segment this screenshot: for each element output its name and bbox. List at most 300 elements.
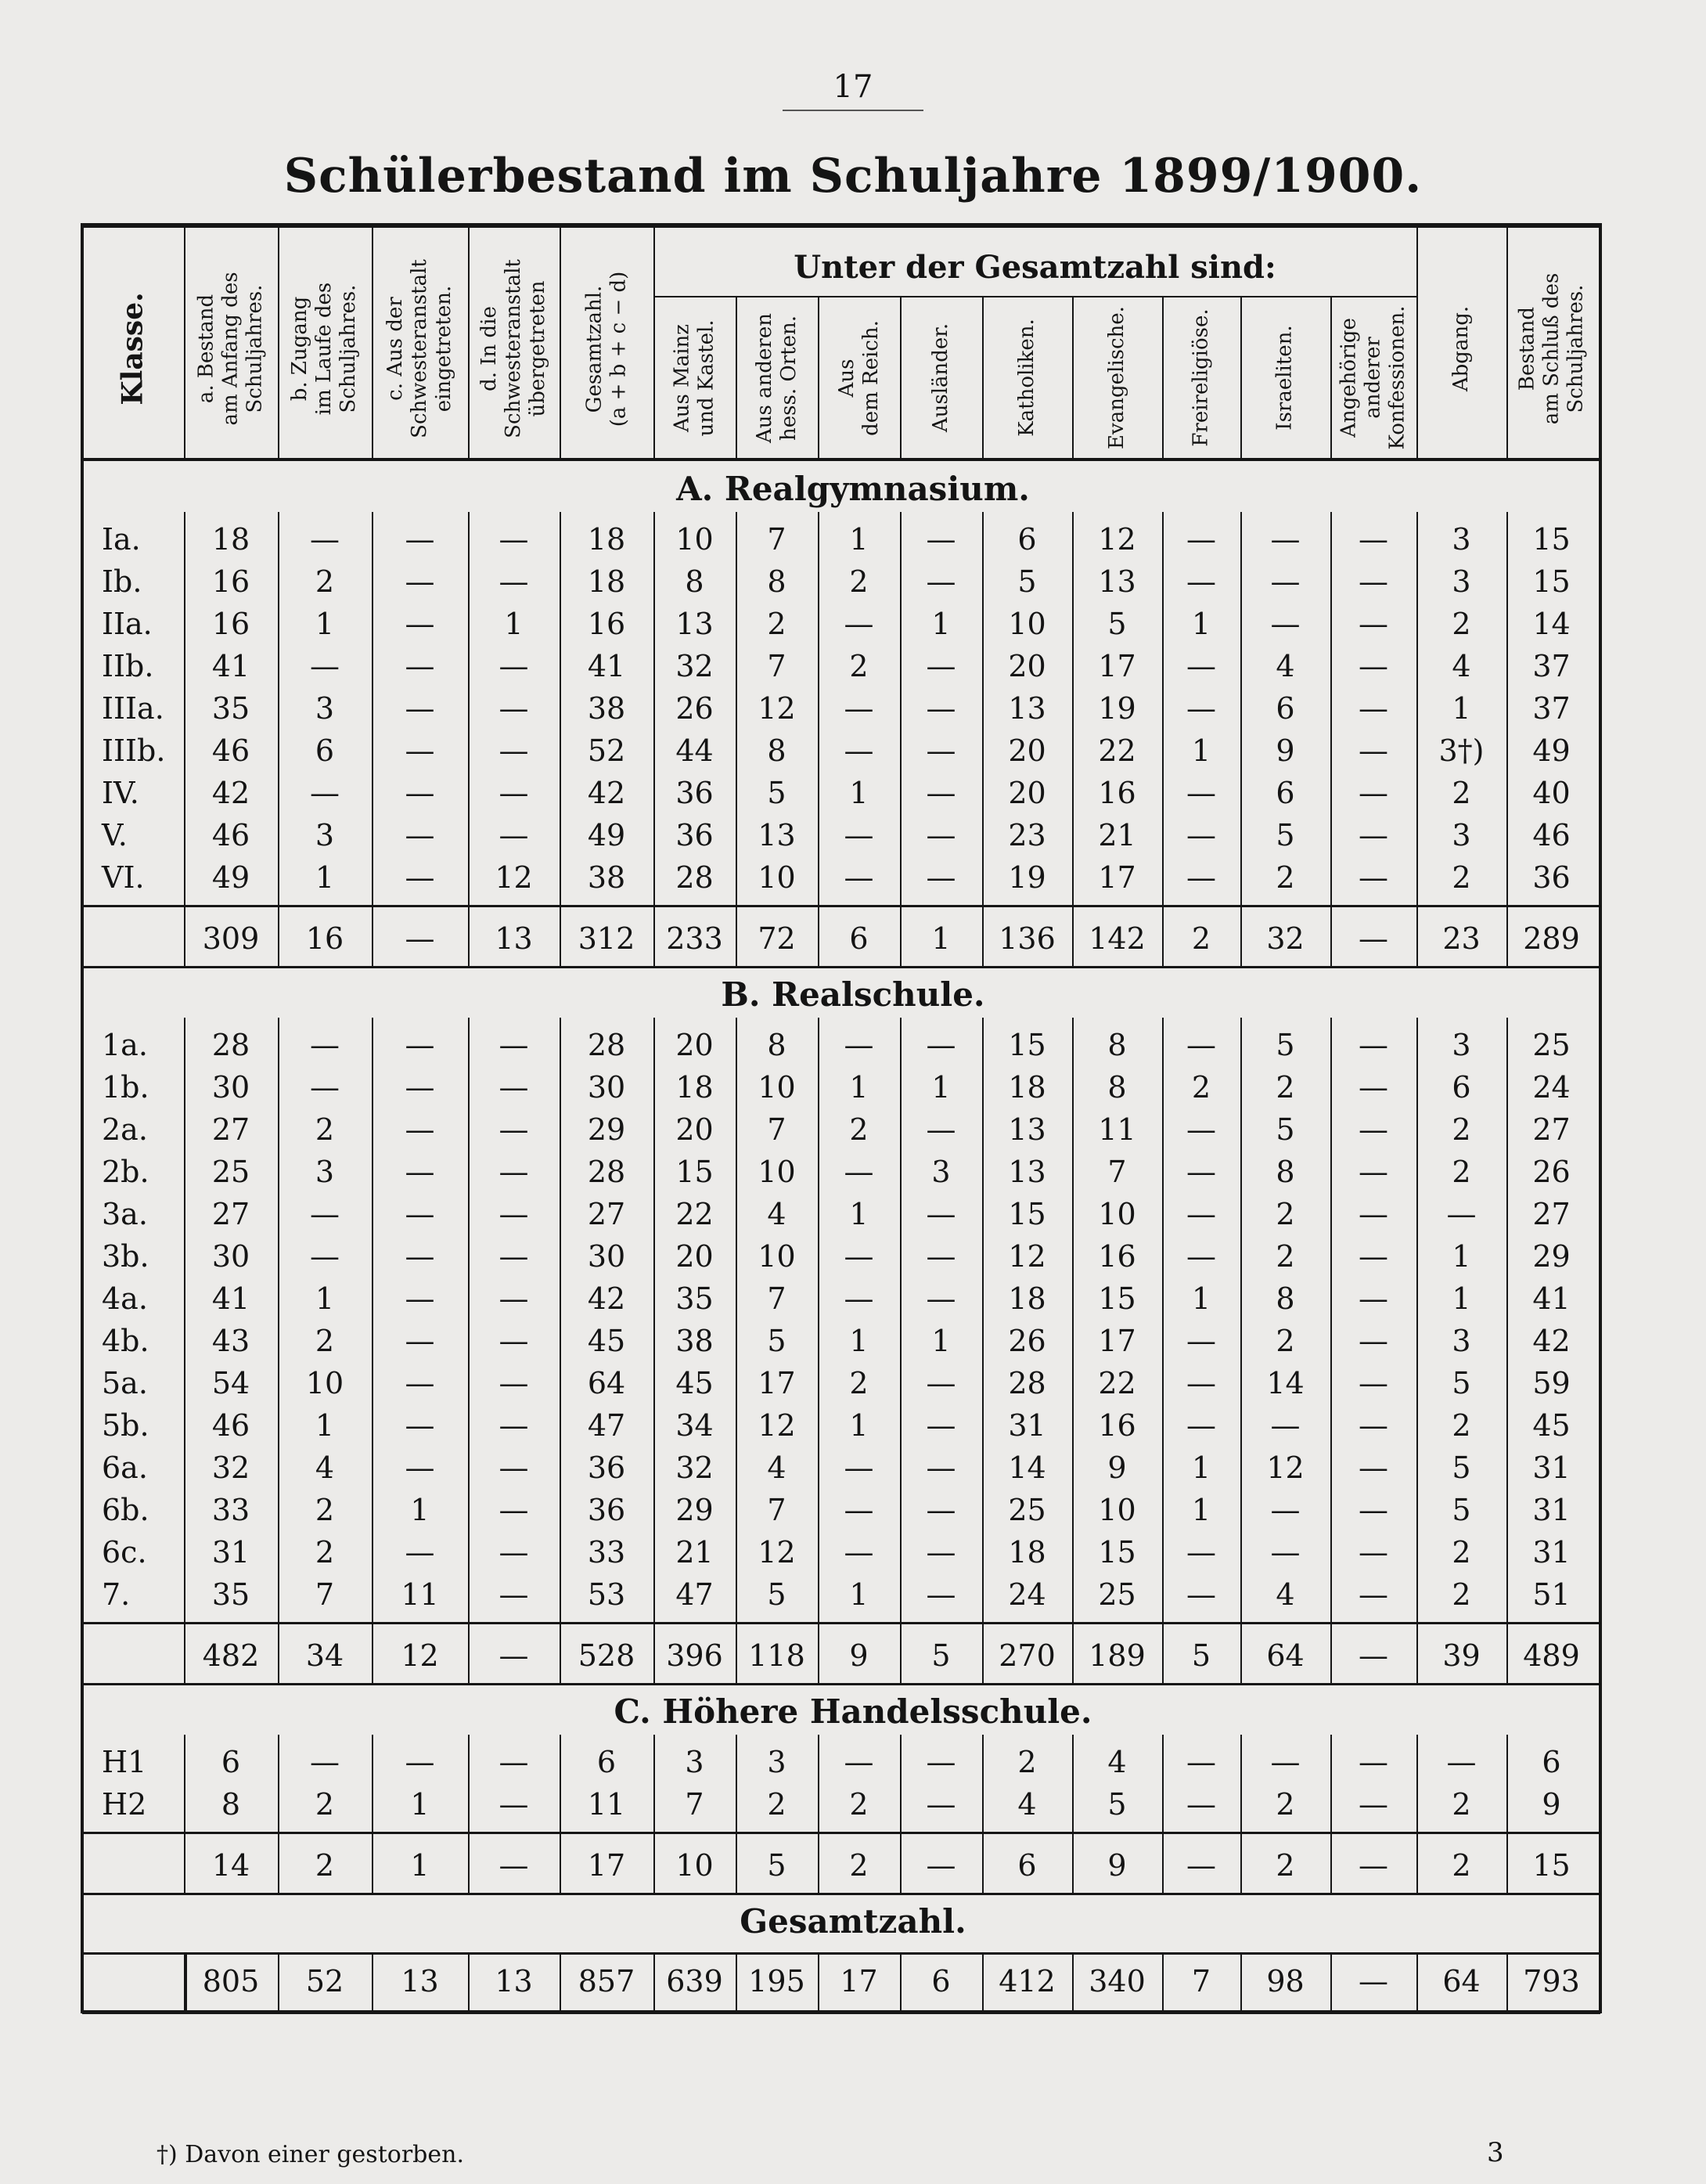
column-header [184,240,278,458]
table-cell: 19 [1098,691,1136,726]
table-cell: 5 [1017,564,1037,599]
table-cell: — [405,1239,435,1274]
row-label: 1b. [102,1070,149,1105]
table-cell: 1 [410,1493,430,1527]
table-cell: — [844,1493,874,1527]
column-rule [278,1735,279,1832]
table-cell: 7 [767,649,786,683]
table-cell: — [1359,1493,1388,1527]
column-rule [1240,1622,1242,1683]
table-cell: — [405,1451,435,1485]
table-cell: 6 [221,1745,241,1779]
table-cell: — [844,1451,874,1485]
column-header [1330,297,1416,458]
column-rule [1240,1952,1242,2010]
table-cell: 16 [1098,1239,1136,1274]
table-cell: 5 [1276,818,1295,852]
table-row [0,772,1706,814]
table-cell: 5 [1276,1028,1295,1062]
table-cell: — [926,649,956,683]
table-cell: — [1270,522,1301,557]
table-cell: — [926,860,956,895]
table-cell: 482 [202,1638,260,1673]
column-rule [1506,1622,1508,1683]
row-label: VI. [102,860,145,895]
table-cell: 1 [849,1197,869,1231]
table-bottom-rule [82,2010,1600,2014]
table-cell: 72 [758,921,796,956]
table-cell: 45 [587,1324,626,1358]
row-label: IIa. [102,607,153,641]
column-rule [900,1018,902,1622]
table-cell: 13 [758,818,796,852]
table-right-border [1599,223,1602,2013]
column-rule [1506,1832,1508,1893]
column-rule [1162,512,1164,905]
table-cell: — [926,1239,956,1274]
table-cell: 2 [1017,1745,1037,1779]
column-rule [1072,296,1074,458]
table-cell: 14 [211,1848,250,1883]
table-cell: 2 [1452,1408,1471,1443]
table-cell: 26 [1532,1155,1571,1189]
table-cell: 59 [1532,1366,1571,1400]
table-cell: — [1186,1366,1216,1400]
column-rule [1506,905,1508,966]
column-rule [736,1735,737,1832]
table-cell: 36 [675,818,714,852]
table-cell: — [1186,776,1216,810]
column-rule [184,1832,185,1893]
table-cell: — [405,733,435,768]
column-rule [372,512,373,905]
table-cell: — [1359,1451,1388,1485]
column-rule [468,1622,470,1683]
column-header-label: Bestand am Schluß des Schuljahres. [1515,272,1588,425]
row-label: 4a. [102,1281,148,1316]
table-cell: 2 [1452,1112,1471,1147]
column-rule [736,1832,737,1893]
column-header [900,297,982,458]
table-cell: 6 [1276,776,1295,810]
row-label: Ia. [102,522,141,557]
table-cell: 47 [675,1577,714,1612]
table-cell: 2 [315,1112,335,1147]
row-label: 2b. [102,1155,149,1189]
table-cell: 4 [1452,649,1471,683]
table-cell: 1 [1452,1239,1471,1274]
table-cell: — [926,1745,956,1779]
table-cell: 16 [1098,1408,1136,1443]
total-row [0,1634,1706,1677]
table-cell: — [405,1366,435,1400]
column-rule [560,905,561,966]
table-cell: — [405,921,435,956]
row-label: Ib. [102,564,142,599]
table-cell: — [405,1070,435,1105]
table-cell: 64 [587,1366,626,1400]
table-row [0,814,1706,856]
table-cell: 142 [1089,921,1146,956]
table-cell: 2 [849,1366,869,1400]
row-label: 7. [102,1577,131,1612]
column-rule [982,296,984,458]
section-rule [82,905,1600,907]
row-label: 5b. [102,1408,149,1443]
table-cell: 20 [675,1028,714,1062]
column-header [818,297,900,458]
table-cell: 47 [587,1408,626,1443]
table-cell: 5 [1452,1493,1471,1527]
table-cell: 52 [587,733,626,768]
column-rule [1240,905,1242,966]
table-cell: 8 [767,733,786,768]
table-cell: 64 [1442,1964,1481,1998]
table-cell: 6 [1276,691,1295,726]
column-header-label: Ausländer. [929,323,953,433]
table-cell: 4 [1276,1577,1295,1612]
table-cell: 1 [849,776,869,810]
table-cell: 32 [1266,921,1305,956]
table-cell: 3 [767,1745,786,1779]
table-cell: 12 [1008,1239,1046,1274]
table-cell: 6 [315,733,335,768]
table-cell: 2 [849,564,869,599]
table-cell: — [498,1745,529,1779]
table-cell: — [1186,522,1216,557]
table-cell: — [405,1408,435,1443]
table-cell: 20 [675,1112,714,1147]
table-row [0,1024,1706,1066]
column-rule [278,905,279,966]
table-row [0,1447,1706,1489]
row-label: H2 [102,1787,147,1822]
table-cell: 5 [931,1638,951,1673]
table-cell: 36 [1532,860,1571,895]
table-cell: 1 [931,607,951,641]
table-cell: — [310,1197,340,1231]
table-cell: — [1186,1848,1216,1883]
table-cell: 24 [1532,1070,1571,1105]
table-cell: — [498,733,529,768]
row-label: 4b. [102,1324,149,1358]
column-rule [1416,1832,1418,1893]
table-cell: — [498,1197,529,1231]
table-cell: 1 [504,607,524,641]
table-cell: 6 [1452,1070,1471,1105]
grand-total-heading: Gesamtzahl. [740,1902,966,1941]
table-cell: 22 [675,1197,714,1231]
header-bottom-rule [82,458,1600,461]
table-cell: — [1186,1155,1216,1189]
table-cell: 25 [1098,1577,1136,1612]
column-rule [1240,1735,1242,1832]
table-cell: 9 [1542,1787,1561,1822]
table-cell: 18 [1008,1535,1046,1570]
table-cell: 5 [1107,607,1127,641]
table-cell: 38 [587,691,626,726]
column-rule [1416,225,1418,458]
column-rule [1416,905,1418,966]
table-row [0,1066,1706,1108]
column-rule [184,1952,187,2010]
column-header-label: b. Zugang im Laufe des Schuljahres. [288,282,361,416]
table-cell: — [1359,691,1388,726]
column-rule [982,1018,984,1622]
column-rule [900,1622,902,1683]
table-cell: 49 [1532,733,1571,768]
column-rule [653,225,655,458]
table-row [0,687,1706,730]
table-cell: — [1270,1493,1301,1527]
column-header-label: Klasse. [116,292,149,405]
table-cell: 4 [315,1451,335,1485]
table-cell: 43 [211,1324,250,1358]
table-row [0,1573,1706,1616]
table-cell: 5 [1107,1787,1127,1822]
table-cell: — [498,1493,529,1527]
table-cell: 30 [211,1239,250,1274]
table-cell: 12 [401,1638,439,1673]
table-cell: 26 [675,691,714,726]
table-cell: 8 [767,1028,786,1062]
column-rule [653,905,655,966]
table-cell: — [498,1155,529,1189]
table-cell: — [1359,649,1388,683]
column-rule [1416,1018,1418,1622]
table-cell: 12 [758,1535,796,1570]
table-cell: 4 [1276,649,1295,683]
table-cell: 23 [1442,921,1481,956]
table-cell: 49 [211,860,250,895]
table-cell: — [405,1197,435,1231]
column-rule [1162,1832,1164,1893]
table-cell: — [1186,860,1216,895]
table-cell: — [405,1745,435,1779]
row-label: 3a. [102,1197,148,1231]
table-cell: 30 [587,1239,626,1274]
row-label: 6c. [102,1535,147,1570]
column-rule [736,512,737,905]
table-cell: 22 [1098,1366,1136,1400]
table-cell: 31 [1532,1493,1571,1527]
table-cell: — [1359,564,1388,599]
table-cell: — [926,1848,956,1883]
table-cell: — [1359,860,1388,895]
table-cell: — [926,1197,956,1231]
table-cell: 16 [211,564,250,599]
grand-total-top-rule [82,1952,1600,1955]
column-rule [468,1832,470,1893]
table-cell: 3 [315,691,335,726]
table-cell: 37 [1532,691,1571,726]
total-rule [82,1683,1600,1685]
row-label: IIb. [102,649,154,683]
table-cell: — [1270,1408,1301,1443]
table-cell: 1 [1191,1281,1211,1316]
column-rule [1072,1018,1074,1622]
table-cell: 8 [767,564,786,599]
table-cell: — [1359,1324,1388,1358]
row-label: 5a. [102,1366,148,1400]
column-header-label: Aus anderen hess. Orten. [752,312,801,443]
table-cell: 195 [748,1964,805,1998]
table-cell: 8 [685,564,704,599]
table-cell: 4 [767,1197,786,1231]
table-cell: 2 [767,607,786,641]
table-cell: — [926,1577,956,1612]
table-cell: — [310,1070,340,1105]
column-rule [278,1952,279,2010]
row-label: 1a. [102,1028,148,1062]
table-row [0,1489,1706,1531]
table-cell: — [1359,607,1388,641]
column-rule [560,512,561,905]
table-cell: — [405,564,435,599]
table-cell: — [310,776,340,810]
column-rule [1330,512,1332,905]
table-cell: 42 [1532,1324,1571,1358]
column-rule [900,296,902,458]
column-header-label: Israeliten. [1273,325,1297,431]
column-rule [372,905,373,966]
table-cell: — [1270,1745,1301,1779]
table-cell: 45 [1532,1408,1571,1443]
column-rule [1162,1018,1164,1622]
table-cell: — [926,1281,956,1316]
table-cell: — [1186,1577,1216,1612]
table-cell: 15 [1532,1848,1571,1883]
table-cell: — [844,1239,874,1274]
row-label: H1 [102,1745,147,1779]
table-cell: 3 [1452,564,1471,599]
table-row [0,645,1706,687]
table-cell: 10 [675,1848,714,1883]
table-cell: 12 [1266,1451,1305,1485]
column-rule [1416,1735,1418,1832]
table-cell: — [498,1638,529,1673]
table-cell: 6 [1017,1848,1037,1883]
table-cell: 12 [495,860,533,895]
table-cell: — [1359,1964,1388,1998]
table-cell: — [844,1281,874,1316]
table-cell: — [498,1848,529,1883]
table-cell: 8 [1276,1155,1295,1189]
table-cell: 528 [578,1638,635,1673]
table-cell: 17 [758,1366,796,1400]
table-cell: 2 [1191,921,1211,956]
table-cell: 3 [931,1155,951,1189]
table-row [0,730,1706,772]
table-cell: — [926,1493,956,1527]
table-cell: 31 [1532,1451,1571,1485]
column-rule [1416,1952,1418,2010]
table-cell: 489 [1523,1638,1580,1673]
table-cell: 26 [1008,1324,1046,1358]
column-rule [372,1018,373,1622]
table-cell: 1 [315,1281,335,1316]
table-row [0,1404,1706,1447]
column-rule [1506,512,1508,905]
table-cell: 13 [495,921,533,956]
table-cell: — [1359,1848,1388,1883]
table-cell: — [405,818,435,852]
table-cell: 42 [587,1281,626,1316]
table-cell: 1 [849,1577,869,1612]
table-cell: 44 [675,733,714,768]
table-cell: — [926,564,956,599]
table-cell: 31 [1532,1535,1571,1570]
column-rule [736,1622,737,1683]
table-cell: 3 [685,1745,704,1779]
table-cell: 27 [587,1197,626,1231]
table-cell: 32 [675,1451,714,1485]
table-cell: 46 [211,733,250,768]
column-rule [1506,1018,1508,1622]
table-cell: 5 [767,1577,786,1612]
table-cell: 10 [758,1070,796,1105]
column-rule [736,296,737,458]
table-row [0,1362,1706,1404]
table-cell: 3 [1452,522,1471,557]
table-cell: 5 [767,776,786,810]
table-cell: 49 [587,818,626,852]
table-cell: 639 [666,1964,723,1998]
table-cell: — [498,1281,529,1316]
table-cell: 36 [587,1493,626,1527]
table-cell: 1 [410,1787,430,1822]
table-cell: 6 [849,921,869,956]
table-cell: 2 [1276,1848,1295,1883]
table-cell: 2 [315,564,335,599]
column-header-label: Katholiken. [1015,319,1038,437]
column-rule [1162,1952,1164,2010]
column-header-label: d. In die Schwesteranstalt übergetreten [477,259,550,438]
table-cell: — [405,1535,435,1570]
column-header [982,297,1072,458]
table-row [0,1741,1706,1783]
table-cell: 41 [587,649,626,683]
table-cell: 3 [315,818,335,852]
column-header-label: Evangelische. [1105,306,1129,449]
table-cell: 15 [1532,564,1571,599]
table-cell: 3 [1452,818,1471,852]
column-rule [468,1735,470,1832]
footnote: †) Davon einer gestorben. [157,2141,464,2168]
table-cell: 5 [767,1324,786,1358]
column-rule [818,1952,819,2010]
section-heading: C. Höhere Handelsschule. [614,1692,1092,1731]
table-cell: 18 [1008,1070,1046,1105]
table-cell: 10 [1098,1493,1136,1527]
table-cell: 1 [315,860,335,895]
table-cell: — [926,1787,956,1822]
table-cell: 4 [767,1451,786,1485]
table-cell: 3 [1452,1324,1471,1358]
table-cell: 10 [758,860,796,895]
table-cell: 1 [849,1408,869,1443]
column-rule [278,1018,279,1622]
row-label: IIIb. [102,733,166,768]
table-cell: — [405,776,435,810]
column-rule [653,1735,655,1832]
column-rule [1416,512,1418,905]
column-rule [1162,905,1164,966]
column-rule [560,225,561,458]
table-cell: — [1359,733,1388,768]
table-cell: 32 [211,1451,250,1485]
table-cell: 10 [675,522,714,557]
